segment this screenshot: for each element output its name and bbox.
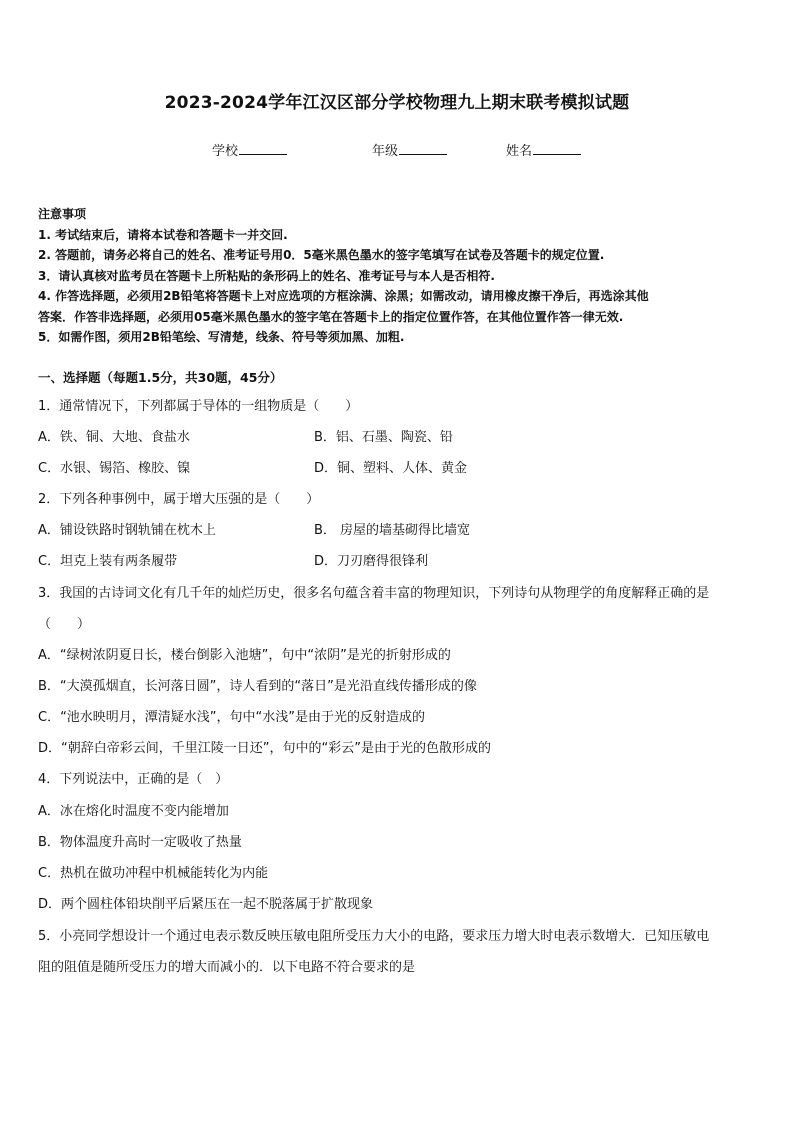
q4-stem: 4．下列说法中，正确的是（ ） — [38, 772, 229, 787]
q1-option-d: D．铜、塑料、人体、黄金 — [314, 461, 468, 476]
exam-title: 2023-2024学年江汉区部分学校物理九上期末联考模拟试题 — [164, 93, 630, 113]
q3-option-c: C．“池水映明月，潭清疑水浅”，句中“水浅”是由于光的反射造成的 — [38, 710, 426, 725]
q4-option-d: D．两个圆柱体铅块削平后紧压在一起不脱落属于扩散现象 — [38, 897, 374, 912]
school-field — [212, 140, 287, 159]
school-blank — [239, 142, 287, 155]
q5-stem: 5．小亮同学想设计一个通过电表示数反映压敏电阻所受压力大小的电路，要求压力增大时电表示数增大．已知压敏电 — [38, 929, 710, 944]
q2-option-b: B． 房屋的墙基砌得比墙宽 — [314, 523, 471, 538]
q4-option-b: B．物体温度升高时一定吸收了热量 — [38, 835, 242, 850]
q1-stem: 1．通常情况下，下列都属于导体的一组物质是（ ） — [38, 399, 359, 414]
note-item: 4. 作答选择题，必须用2B铅笔将答题卡上对应选项的方框涂满、涂黑；如需改动，请用橡皮擦干净后，再选涂其他 — [38, 289, 649, 303]
q1-option-a: A．铁、铜、大地、食盐水 — [38, 430, 190, 445]
q4-option-a: A．冰在熔化时温度不变内能增加 — [38, 804, 229, 819]
q1-option-b: B．铝、石墨、陶瓷、铅 — [314, 430, 453, 445]
name-label: 姓名 — [506, 144, 533, 159]
q3-option-d: D．“朝辞白帝彩云间，千里江陵一日还”，句中的“彩云”是由于光的色散形成的 — [38, 741, 491, 756]
section-heading: 一、选择题（每题1.5分，共30题，45分） — [38, 370, 283, 385]
q4-option-c: C．热机在做功冲程中机械能转化为内能 — [38, 866, 269, 881]
q2-stem: 2．下列各种事例中，属于增大压强的是（ ） — [38, 492, 320, 507]
grade-field — [372, 140, 447, 159]
q2-option-d: D．刀刃磨得很锋利 — [314, 554, 429, 569]
name-field — [506, 140, 581, 159]
grade-blank — [399, 142, 447, 155]
note-item: 答案．作答非选择题，必须用05毫米黑色墨水的签字笔在答题卡上的指定位置作答，在其他位置作答一律无效. — [38, 309, 624, 324]
grade-label: 年级 — [372, 144, 399, 159]
school-label: 学校 — [212, 144, 239, 159]
q3-option-b: B．“大漠孤烟直，长河落日圆”，诗人看到的“落日”是光沿直线传播形成的像 — [38, 679, 477, 694]
q1-option-c: C．水银、锡箔、橡胶、镍 — [38, 461, 191, 476]
q2-option-a: A．铺设铁路时钢轨铺在枕木上 — [38, 523, 216, 538]
q3-option-a: A．“绿树浓阴夏日长，楼台倒影入池塘”，句中“浓阴”是光的折射形成的 — [38, 648, 451, 663]
q3-stem: 3．我国的古诗词文化有几千年的灿烂历史，很多名句蕴含着丰富的物理知识，下列诗句从物理学的角度解释正确的是 — [38, 586, 710, 601]
q3-stem-cont: （ ） — [38, 617, 91, 632]
q5-stem-cont: 阻的阻值是随所受压力的增大而减小的．以下电路不符合要求的是 — [38, 960, 416, 975]
note-item: 1. 考试结束后，请将本试卷和答题卡一并交回. — [38, 227, 288, 242]
note-item: 2. 答题前，请务必将自己的姓名、准考证号用0．5毫米黑色墨水的签字笔填写在试卷及答题卡的规定位置. — [38, 248, 605, 262]
note-item: 3．请认真核对监考员在答题卡上所粘贴的条形码上的姓名、准考证号与本人是否相符. — [38, 268, 495, 283]
q2-option-c: C．坦克上装有两条履带 — [38, 554, 178, 569]
notes-heading: 注意事项 — [38, 207, 87, 221]
note-item: 5．如需作图，须用2B铅笔绘、写清楚，线条、符号等须加黑、加粗. — [38, 330, 405, 344]
name-blank — [533, 142, 581, 155]
notes-section — [38, 204, 758, 348]
